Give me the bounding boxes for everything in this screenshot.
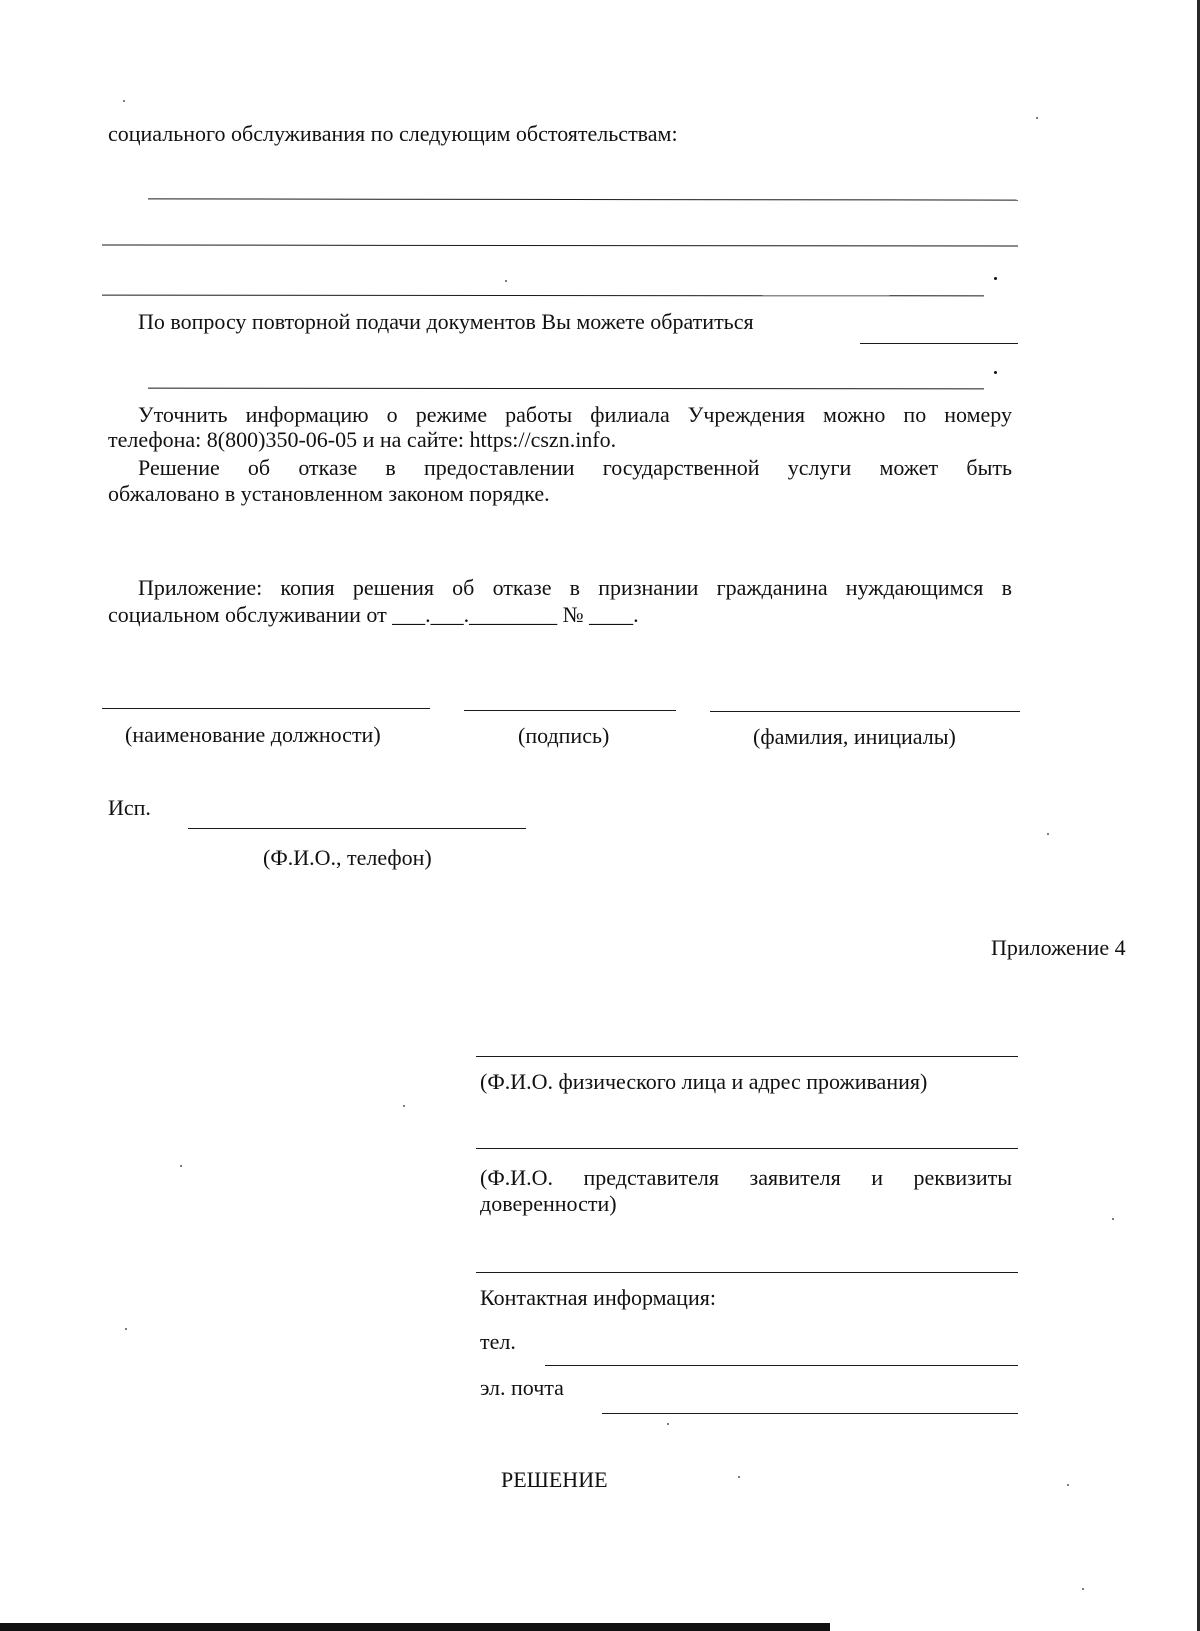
- attachment-line-2: социальном обслуживании от ___.___.________ № ____.: [108, 602, 639, 627]
- signature-line-name[interactable]: [710, 711, 1020, 712]
- resubmit-contact-text: По вопросу повторной подачи документов Вы можете обратиться: [138, 309, 754, 334]
- scan-speck: [1082, 1588, 1084, 1590]
- scan-speck: [403, 1105, 405, 1107]
- scan-speck: [123, 100, 125, 102]
- scan-speck: [667, 1423, 669, 1425]
- fill-line-contact[interactable]: [476, 1272, 1018, 1273]
- representative-caption-line-1: (Ф.И.О. представителя заявителя и реквизиты: [480, 1165, 1012, 1190]
- phone-field-line[interactable]: [545, 1365, 1018, 1366]
- scan-speck: [1036, 117, 1038, 119]
- scan-speck: [180, 1165, 182, 1167]
- info-paragraph-line-2: телефона: 8(800)350-06-05 и на сайте: https://cszn.info.: [108, 427, 617, 452]
- name-caption: (фамилия, инициалы): [753, 724, 956, 749]
- representative-caption-line-2: доверенности): [480, 1191, 617, 1216]
- fill-line-person[interactable]: [476, 1056, 1018, 1057]
- info-paragraph-line-1: Уточнить информацию о режиме работы филиала Учреждения можно по номеру: [138, 402, 1012, 427]
- appeal-paragraph-line-1: Решение об отказе в предоставлении государственной услуги может быть: [138, 455, 1012, 480]
- signature-line-position[interactable]: [102, 708, 430, 709]
- signature-line-signature[interactable]: [464, 710, 676, 711]
- scan-speck: [1067, 1484, 1069, 1486]
- scan-speck: [738, 1476, 740, 1478]
- fill-line-circumstances-3[interactable]: [102, 295, 984, 297]
- phone-label: тел.: [480, 1329, 516, 1354]
- scan-speck: [505, 280, 507, 282]
- scan-speck: [1047, 833, 1049, 835]
- executor-caption: (Ф.И.О., телефон): [263, 845, 432, 870]
- position-caption: (наименование должности): [125, 722, 381, 747]
- signature-caption: (подпись): [518, 723, 610, 748]
- scan-speck: [125, 1328, 127, 1330]
- fill-line-resubmit-contact-2[interactable]: [148, 388, 984, 390]
- appendix-label: Приложение 4: [991, 935, 1126, 960]
- fill-line-circumstances-2[interactable]: [102, 245, 1018, 247]
- scan-edge-bottom: [0, 1623, 830, 1631]
- executor-label: Исп.: [108, 795, 151, 820]
- attachment-line-1: Приложение: копия решения об отказе в признании гражданина нуждающимся в: [138, 575, 1012, 600]
- fill-line-resubmit-contact-1[interactable]: [860, 343, 1018, 344]
- fill-line-circumstances-1[interactable]: [148, 198, 1018, 200]
- fill-line-representative[interactable]: [476, 1148, 1018, 1149]
- person-caption: (Ф.И.О. физического лица и адрес проживания): [480, 1069, 928, 1094]
- line-end-period: [994, 371, 997, 374]
- email-label: эл. почта: [480, 1375, 564, 1400]
- circumstances-intro: социального обслуживания по следующим обстоятельствам:: [108, 121, 678, 146]
- email-field-line[interactable]: [602, 1413, 1018, 1414]
- fill-line-executor[interactable]: [188, 828, 526, 829]
- appeal-paragraph-line-2: обжаловано в установленном законом порядке.: [108, 481, 550, 506]
- decision-heading: РЕШЕНИЕ: [501, 1467, 608, 1492]
- line-end-period: [994, 277, 997, 280]
- contact-heading: Контактная информация:: [480, 1285, 716, 1310]
- scan-speck: [1112, 1218, 1114, 1220]
